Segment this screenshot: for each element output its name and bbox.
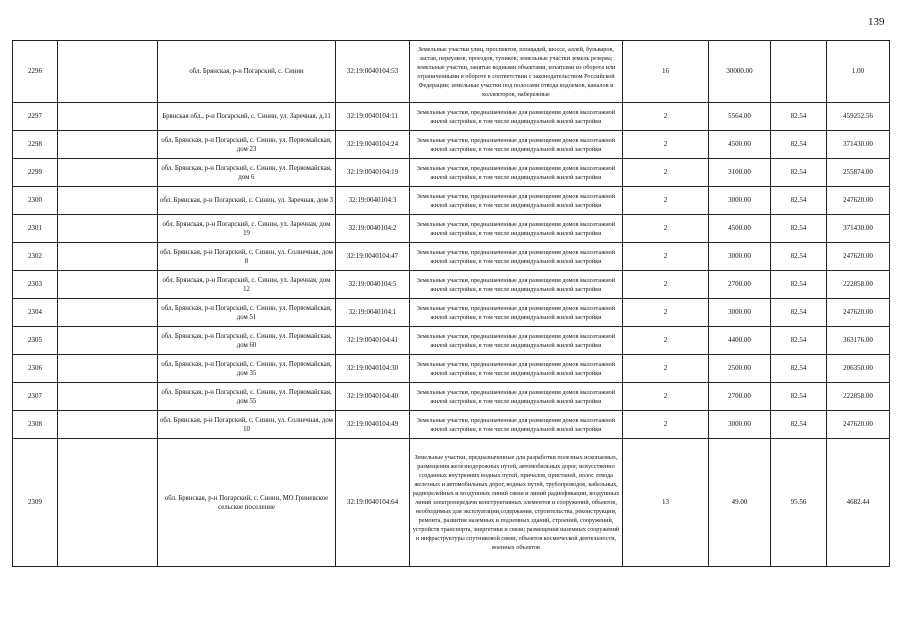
category-cell: 2 — [623, 131, 709, 159]
area-cell: 3000.00 — [709, 299, 771, 327]
empty-cell — [58, 439, 158, 567]
category-cell: 2 — [623, 299, 709, 327]
cadastral-number-cell: 32:19:0040104:41 — [336, 327, 410, 355]
table-row — [13, 271, 890, 299]
area-cell: 49.00 — [709, 439, 771, 567]
land-use-cell: Земельные участки, предназначенные для размещения домов малоэтажной жилой застройки, в том числе индивидуальной жилой застройки — [410, 159, 623, 187]
table-row — [13, 159, 890, 187]
land-registry-table — [12, 40, 890, 567]
land-use-cell: Земельные участки улиц, проспектов, площадей, шоссе, аллей, бульваров, застав, переулков, проездов, тупиков; земельные участки земель резерва; земельные участки, занятые водными объектами, изъятыми из оборота или ограниченными в обороте в соответствии с законодательством Российской Федерации; земельные участки под полосами отвода водоемов, каналов и коллекторов, набережные — [410, 41, 623, 103]
category-cell: 2 — [623, 103, 709, 131]
rate-cell: 82.54 — [771, 215, 827, 243]
cadastral-number-cell: 32:19:0040104:3 — [336, 187, 410, 215]
cadastral-value-cell: 255874.00 — [827, 159, 890, 187]
table-row — [13, 187, 890, 215]
land-use-cell: Земельные участки, предназначенные для размещения домов малоэтажной жилой застройки, в том числе индивидуальной жилой застройки — [410, 383, 623, 411]
cadastral-number-cell: 32:19:0040104:11 — [336, 103, 410, 131]
row-number-cell: 2309 — [13, 439, 58, 567]
area-cell: 4500.00 — [709, 131, 771, 159]
table-row — [13, 215, 890, 243]
cadastral-number-cell: 32:19:0040104:53 — [336, 41, 410, 103]
row-number-cell: 2308 — [13, 411, 58, 439]
land-use-cell: Земельные участки, предназначенные для размещения домов малоэтажной жилой застройки, в том числе индивидуальной жилой застройки — [410, 243, 623, 271]
table-row — [13, 355, 890, 383]
row-number-cell: 2301 — [13, 215, 58, 243]
address-cell: обл. Брянская, р-н Погарский, с. Синин, ул. Первомайская, дом 60 — [158, 327, 336, 355]
empty-cell — [58, 383, 158, 411]
cadastral-value-cell: 1.00 — [827, 41, 890, 103]
cadastral-number-cell: 32:19:0040104:47 — [336, 243, 410, 271]
land-use-cell: Земельные участки, предназначенные для разработки полезных ископаемых, размещения железнодорожных путей, автомобильных дорог, искусственно созданных внутренних водных путей, причалов, пристаней, полос отвода железных и автомобильных дорог, водных путей, трубопроводов, кабельных, радиорелейных и воздушных линий связи и линий радиофикации, воздушных линий электропередачи конструктивных элементов и сооружений, объектов, необходимых для эксплуатации,содержания, строительства, реконструкции, ремонта, развития наземных и подземных зданий, строений, сооружений, устройств транспорта, энергетики и связи; размещения наземных сооружений и инфраструктуры спутниковой связи, объектов космической деятельности, военных объектов — [410, 439, 623, 567]
area-cell: 2700.00 — [709, 383, 771, 411]
category-cell: 2 — [623, 327, 709, 355]
address-cell: обл. Брянская, р-н Погарский, с. Синин, ул. Солнечная, дом 10 — [158, 411, 336, 439]
land-use-cell: Земельные участки, предназначенные для размещения домов малоэтажной жилой застройки, в том числе индивидуальной жилой застройки — [410, 411, 623, 439]
area-cell: 5564.00 — [709, 103, 771, 131]
cadastral-value-cell: 222858.00 — [827, 271, 890, 299]
rate-cell: 82.54 — [771, 411, 827, 439]
table-row — [13, 131, 890, 159]
cadastral-value-cell: 371430.00 — [827, 215, 890, 243]
area-cell: 3000.00 — [709, 187, 771, 215]
rate-cell: 82.54 — [771, 159, 827, 187]
empty-cell — [58, 271, 158, 299]
row-number-cell: 2305 — [13, 327, 58, 355]
address-cell: Брянская обл., р-н Погарский, с. Синин, ул. Заречная, д.11 — [158, 103, 336, 131]
row-number-cell: 2298 — [13, 131, 58, 159]
cadastral-number-cell: 32:19:0040104:49 — [336, 411, 410, 439]
cadastral-number-cell: 32:19:0040104:24 — [336, 131, 410, 159]
empty-cell — [58, 243, 158, 271]
empty-cell — [58, 355, 158, 383]
empty-cell — [58, 131, 158, 159]
cadastral-value-cell: 371430.00 — [827, 131, 890, 159]
address-cell: обл. Брянская, р-н Погарский, с. Синин, ул. Первомайская, дом 6 — [158, 159, 336, 187]
rate-cell: 82.54 — [771, 131, 827, 159]
cadastral-value-cell: 247620.00 — [827, 187, 890, 215]
area-cell: 2500.00 — [709, 355, 771, 383]
address-cell: обл. Брянская, р-н Погарский, с. Синин, ул. Первомайская, дом 55 — [158, 383, 336, 411]
empty-cell — [58, 159, 158, 187]
table-row — [13, 299, 890, 327]
cadastral-value-cell: 459252.56 — [827, 103, 890, 131]
empty-cell — [58, 215, 158, 243]
land-use-cell: Земельные участки, предназначенные для размещения домов малоэтажной жилой застройки, в том числе индивидуальной жилой застройки — [410, 103, 623, 131]
area-cell: 3000.00 — [709, 411, 771, 439]
land-use-cell: Земельные участки, предназначенные для размещения домов малоэтажной жилой застройки, в том числе индивидуальной жилой застройки — [410, 299, 623, 327]
row-number-cell: 2306 — [13, 355, 58, 383]
category-cell: 2 — [623, 355, 709, 383]
category-cell: 2 — [623, 243, 709, 271]
category-cell: 2 — [623, 383, 709, 411]
category-cell: 2 — [623, 271, 709, 299]
table-row — [13, 411, 890, 439]
table-row — [13, 103, 890, 131]
land-use-cell: Земельные участки, предназначенные для размещения домов малоэтажной жилой застройки, в том числе индивидуальной жилой застройки — [410, 215, 623, 243]
cadastral-value-cell: 363176.00 — [827, 327, 890, 355]
address-cell: обл. Брянская, р-н Погарский, с. Синин, ул. Заречная, дом 12 — [158, 271, 336, 299]
address-cell: обл. Брянская, р-н Погарский, с. Синин, ул. Солнечная, дом 8 — [158, 243, 336, 271]
rate-cell: 82.54 — [771, 383, 827, 411]
category-cell: 2 — [623, 187, 709, 215]
cadastral-value-cell: 222858.00 — [827, 383, 890, 411]
empty-cell — [58, 103, 158, 131]
category-cell: 13 — [623, 439, 709, 567]
area-cell: 3000.00 — [709, 243, 771, 271]
cadastral-value-cell: 247620.00 — [827, 243, 890, 271]
cadastral-number-cell: 32:19:0040104:1 — [336, 299, 410, 327]
row-number-cell: 2300 — [13, 187, 58, 215]
address-cell: обл. Брянская, р-н Погарский, с. Синин, ул. Заречная, дом 3 — [158, 187, 336, 215]
land-use-cell: Земельные участки, предназначенные для размещения домов малоэтажной жилой застройки, в том числе индивидуальной жилой застройки — [410, 327, 623, 355]
address-cell: обл. Брянская, р-н Погарский, с. Синин, ул. Первомайская, дом 35 — [158, 355, 336, 383]
rate-cell: 82.54 — [771, 355, 827, 383]
cadastral-number-cell: 32:19:0040104:19 — [336, 159, 410, 187]
cadastral-number-cell: 32:19:0040104:40 — [336, 383, 410, 411]
table-row — [13, 439, 890, 567]
table-row — [13, 243, 890, 271]
area-cell: 30000.00 — [709, 41, 771, 103]
area-cell: 4500.00 — [709, 215, 771, 243]
land-use-cell: Земельные участки, предназначенные для размещения домов малоэтажной жилой застройки, в том числе индивидуальной жилой застройки — [410, 187, 623, 215]
category-cell: 2 — [623, 215, 709, 243]
empty-cell — [58, 41, 158, 103]
cadastral-value-cell: 4682.44 — [827, 439, 890, 567]
rate-cell: 82.54 — [771, 299, 827, 327]
cadastral-value-cell: 247620.00 — [827, 299, 890, 327]
cadastral-number-cell: 32:19:0040104:2 — [336, 215, 410, 243]
row-number-cell: 2303 — [13, 271, 58, 299]
row-number-cell: 2307 — [13, 383, 58, 411]
rate-cell: 82.54 — [771, 103, 827, 131]
cadastral-number-cell: 32:19:0040104:5 — [336, 271, 410, 299]
land-use-cell: Земельные участки, предназначенные для размещения домов малоэтажной жилой застройки, в том числе индивидуальной жилой застройки — [410, 131, 623, 159]
category-cell: 2 — [623, 411, 709, 439]
table-row — [13, 327, 890, 355]
address-cell: обл. Брянская, р-н Погарский, с. Синин, ул. Первомайская, дом 51 — [158, 299, 336, 327]
area-cell: 2700.00 — [709, 271, 771, 299]
category-cell: 2 — [623, 159, 709, 187]
row-number-cell: 2296 — [13, 41, 58, 103]
cadastral-value-cell: 206350.00 — [827, 355, 890, 383]
table-row — [13, 41, 890, 103]
rate-cell: 95.56 — [771, 439, 827, 567]
cadastral-number-cell: 32:19:0040104:30 — [336, 355, 410, 383]
land-use-cell: Земельные участки, предназначенные для размещения домов малоэтажной жилой застройки, в том числе индивидуальной жилой застройки — [410, 271, 623, 299]
category-cell: 16 — [623, 41, 709, 103]
row-number-cell: 2297 — [13, 103, 58, 131]
row-number-cell: 2304 — [13, 299, 58, 327]
address-cell: обл. Брянская, р-н Погарский, с. Синин, ул. Заречная, дом 19 — [158, 215, 336, 243]
cadastral-number-cell: 32:19:0040104:64 — [336, 439, 410, 567]
area-cell: 4400.00 — [709, 327, 771, 355]
row-number-cell: 2299 — [13, 159, 58, 187]
cadastral-value-cell: 247620.00 — [827, 411, 890, 439]
rate-cell: 82.54 — [771, 327, 827, 355]
rate-cell: 82.54 — [771, 271, 827, 299]
empty-cell — [58, 187, 158, 215]
page-number: 139 — [868, 16, 885, 28]
address-cell: обл. Брянская, р-н Погарский, с. Синин, ул. Первомайская, дом 23 — [158, 131, 336, 159]
empty-cell — [58, 411, 158, 439]
rate-cell — [771, 41, 827, 103]
empty-cell — [58, 299, 158, 327]
address-cell: обл. Брянская, р-н Погарский, с. Синин, МО Гриневское сельское поселение — [158, 439, 336, 567]
empty-cell — [58, 327, 158, 355]
rate-cell: 82.54 — [771, 187, 827, 215]
table-row — [13, 383, 890, 411]
land-use-cell: Земельные участки, предназначенные для размещения домов малоэтажной жилой застройки, в том числе индивидуальной жилой застройки — [410, 355, 623, 383]
row-number-cell: 2302 — [13, 243, 58, 271]
area-cell: 3100.00 — [709, 159, 771, 187]
address-cell: обл. Брянская, р-н Погарский, с. Синин — [158, 41, 336, 103]
rate-cell: 82.54 — [771, 243, 827, 271]
